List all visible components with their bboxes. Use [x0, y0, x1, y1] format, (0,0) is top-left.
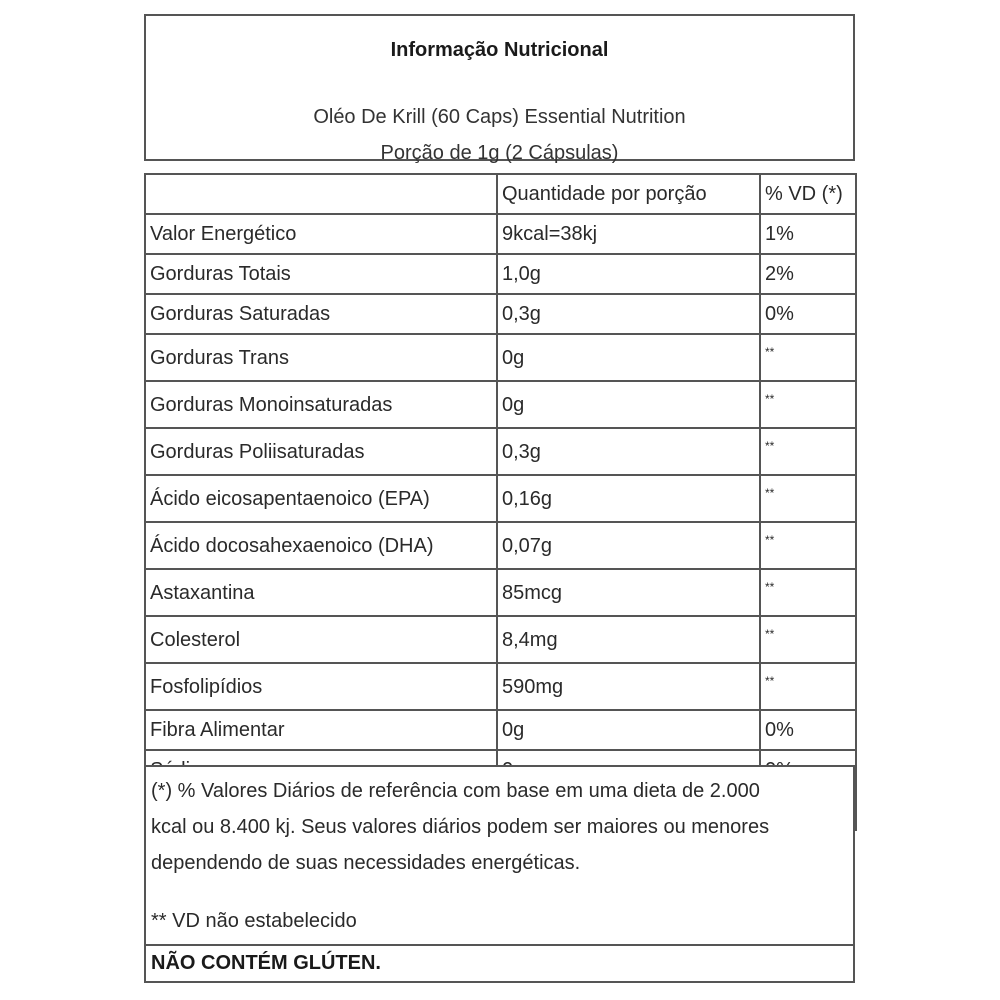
amount-cell: 8,4mg: [497, 616, 760, 663]
vd-cell: 0%: [760, 710, 856, 750]
amount-cell: 0g: [497, 334, 760, 381]
vd-cell: **: [760, 616, 856, 663]
table-row: [145, 294, 856, 334]
header-cell-amount: Quantidade por porção: [497, 174, 760, 214]
nutrition-table: [144, 173, 857, 831]
nutrient-cell: Fibra Alimentar: [145, 710, 497, 750]
nutrient-cell: Gorduras Trans: [145, 334, 497, 381]
vd-cell: **: [760, 663, 856, 710]
vd-cell: 0%: [760, 294, 856, 334]
table-row: [145, 475, 856, 522]
nutrient-cell: Fosfolipídios: [145, 663, 497, 710]
amount-cell: 1,0g: [497, 254, 760, 294]
vd-cell: **: [760, 428, 856, 475]
header-box: [144, 14, 855, 164]
label-title: Informação Nutricional: [390, 39, 609, 61]
table-row: [145, 214, 856, 254]
table-row: [145, 428, 856, 475]
table-row: [145, 569, 856, 616]
amount-cell: 0,3g: [497, 294, 760, 334]
vd-cell: **: [760, 522, 856, 569]
vd-cell: **: [760, 569, 856, 616]
vd-cell: 2%: [760, 254, 856, 294]
nutrition-table-box: [144, 173, 855, 753]
amount-cell: 0,16g: [497, 475, 760, 522]
vd-reference-note: [151, 773, 841, 881]
amount-cell: 590mg: [497, 663, 760, 710]
vd-cell: 1%: [760, 214, 856, 254]
nutrient-cell: Gorduras Saturadas: [145, 294, 497, 334]
amount-cell: 9kcal=38kj: [497, 214, 760, 254]
table-header-row: [145, 174, 856, 214]
table-row: [145, 334, 856, 381]
table-row: [145, 522, 856, 569]
vd-cell: **: [760, 475, 856, 522]
serving-size: Porção de 1g (2 Cápsulas): [380, 142, 619, 164]
amount-cell: 0g: [497, 710, 760, 750]
footnote-area: [144, 765, 855, 946]
vd-cell: **: [760, 381, 856, 428]
note-line: dependendo de suas necessidades energéticas.: [151, 852, 581, 874]
vd-not-established-note: ** VD não estabelecido: [151, 910, 357, 932]
header-cell-vd: % VD (*): [760, 174, 856, 214]
gluten-statement: NÃO CONTÉM GLÚTEN.: [144, 944, 855, 983]
amount-cell: 0g: [497, 381, 760, 428]
nutrient-cell: Ácido docosahexaenoico (DHA): [145, 522, 497, 569]
footnote-box: [144, 765, 855, 983]
product-name: Oléo De Krill (60 Caps) Essential Nutrition: [313, 106, 686, 128]
note-line: (*) % Valores Diários de referência com base em uma dieta de 2.000: [151, 780, 760, 802]
table-row: [145, 663, 856, 710]
header-cell-nutrient: [145, 174, 497, 214]
nutrient-cell: Colesterol: [145, 616, 497, 663]
note-line: kcal ou 8.400 kj. Seus valores diários podem ser maiores ou menores: [151, 816, 770, 838]
amount-cell: 0,3g: [497, 428, 760, 475]
table-row: [145, 710, 856, 750]
nutrient-cell: Gorduras Monoinsaturadas: [145, 381, 497, 428]
vd-cell: **: [760, 334, 856, 381]
nutrient-cell: Valor Energético: [145, 214, 497, 254]
table-row: [145, 381, 856, 428]
nutrient-cell: Gorduras Totais: [145, 254, 497, 294]
amount-cell: 85mcg: [497, 569, 760, 616]
table-row: [145, 616, 856, 663]
nutrient-cell: Astaxantina: [145, 569, 497, 616]
amount-cell: 0,07g: [497, 522, 760, 569]
nutrient-cell: Gorduras Poliisaturadas: [145, 428, 497, 475]
table-row: [145, 254, 856, 294]
nutrient-cell: Ácido eicosapentaenoico (EPA): [145, 475, 497, 522]
